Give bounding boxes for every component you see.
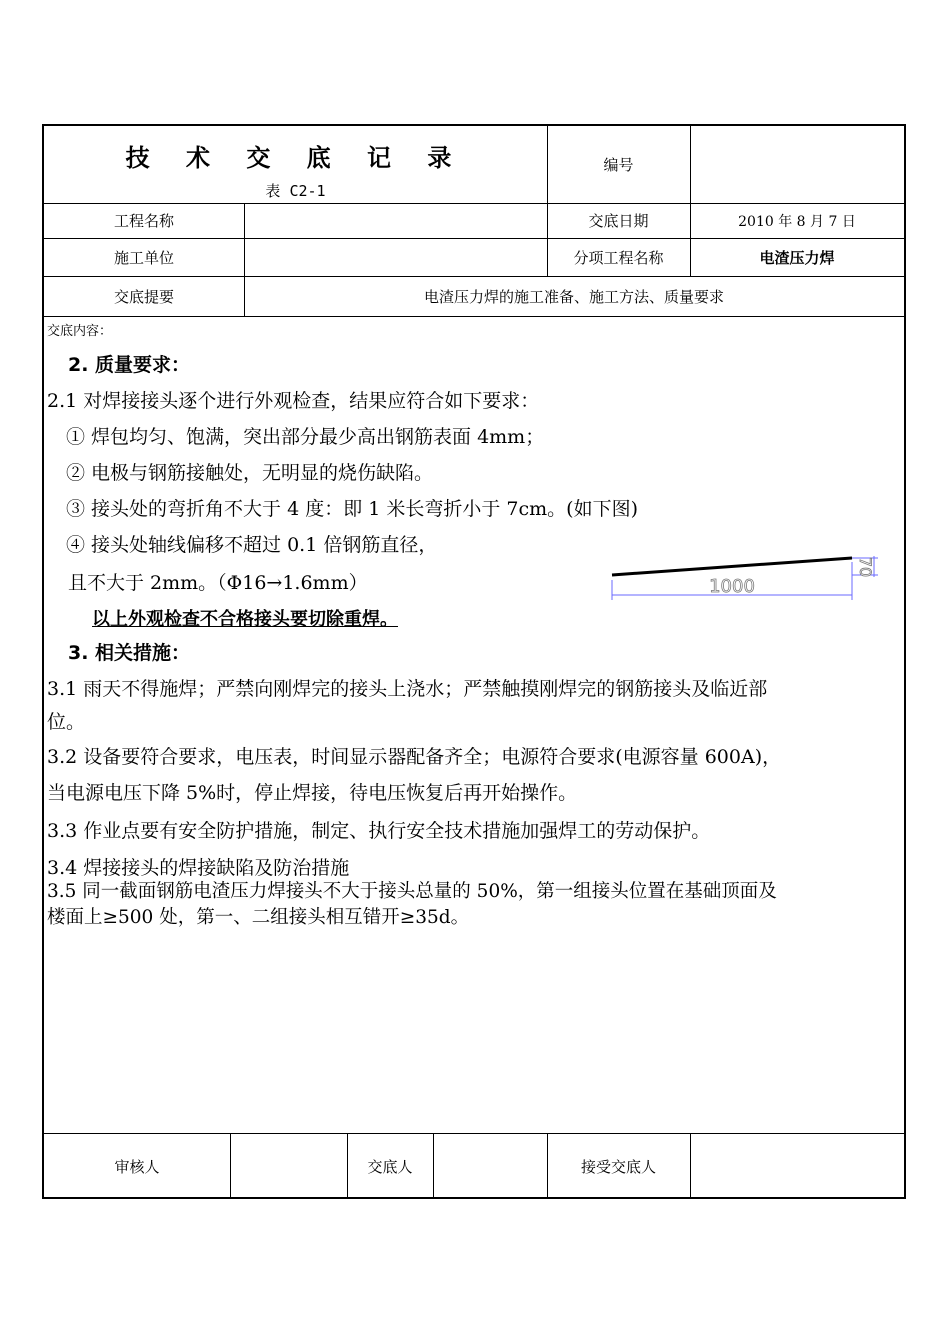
summary-field[interactable]: 电渣压力焊的施工准备、施工方法、质量要求 [423,287,724,306]
section-2-1: 2.1 对焊接接头逐个进行外观检查，结果应符合如下要求： [47,390,540,412]
requirement-1: ① 焊包均匀、饱满，突出部分最少高出钢筋表面 4mm； [66,426,545,448]
summary-label: 交底提要 [113,287,174,306]
unit-field[interactable] [244,238,547,276]
section-3-2: 3.2 设备要符合要求，电压表，时间显示器配备齐全；电源符合要求(电源容量 600A)， [47,746,782,768]
content-label: 交底内容： [47,324,113,339]
project-name-field[interactable] [244,203,547,238]
unit-label: 施工单位 [113,248,174,267]
receiver-label: 接受交底人 [580,1157,656,1176]
requirement-4-continued: 且不大于 2mm。（Φ16→1.6mm） [68,572,368,594]
discloser-label: 交底人 [367,1157,413,1176]
section-2-title: 2. 质量要求： [68,354,191,376]
cut-note: 以上外观检查不合格接头要切除重焊。 [92,609,398,630]
height-label: 70 [856,556,875,578]
requirement-3: ③ 接头处的弯折角不大于 4 度：即 1 米长弯折小于 7cm。(如下图) [66,498,638,520]
form-number: 表 C2-1 [265,182,326,200]
section-3-4: 3.4 焊接接头的焊接缺陷及防治措施 [47,857,350,879]
date-label: 交底日期 [588,212,649,230]
disclosure-form [42,124,906,1199]
requirement-2: ② 电极与钢筋接触处，无明显的烧伤缺陷。 [66,462,434,484]
length-label: 1000 [709,576,755,597]
sub-project-field[interactable]: 电渣压力焊 [759,248,835,267]
sub-project-label: 分项工程名称 [573,248,664,267]
section-3-5: 3.5 同一截面钢筋电渣压力焊接头不大于接头总量的 50%，第一组接头位置在基础顶面及 [47,881,777,902]
project-name-label: 工程名称 [113,212,174,230]
section-3-2-continued: 当电源电压下降 5%时，停止焊接，待电压恢复后再开始操作。 [47,782,578,804]
rebar-line [612,558,852,575]
bend-angle-diagram [565,540,895,620]
reviewer-field[interactable] [230,1133,347,1199]
form-title: 技 术 交 底 记 录 [125,144,466,172]
row-divider [44,316,904,317]
number-field[interactable] [690,126,904,203]
section-3-5-continued: 楼面上≥500 处，第一、二组接头相互错开≥35d。 [47,907,470,928]
requirement-4: ④ 接头处轴线偏移不超过 0.1 倍钢筋直径， [66,534,438,556]
receiver-field[interactable] [690,1133,904,1199]
section-3-1-continued: 位。 [47,711,86,733]
section-3-1: 3.1 雨天不得施焊；严禁向刚焊完的接头上浇水；严禁触摸刚焊完的钢筋接头及临近部 [47,678,768,700]
date-field[interactable]: 2010 年 8 月 7 日 [738,213,856,230]
reviewer-label: 审核人 [114,1157,160,1176]
section-3-title: 3. 相关措施： [68,642,191,664]
section-3-3: 3.3 作业点要有安全防护措施，制定、执行安全技术措施加强焊工的劳动保护。 [47,820,711,842]
number-label: 编号 [603,156,634,174]
discloser-field[interactable] [433,1133,547,1199]
